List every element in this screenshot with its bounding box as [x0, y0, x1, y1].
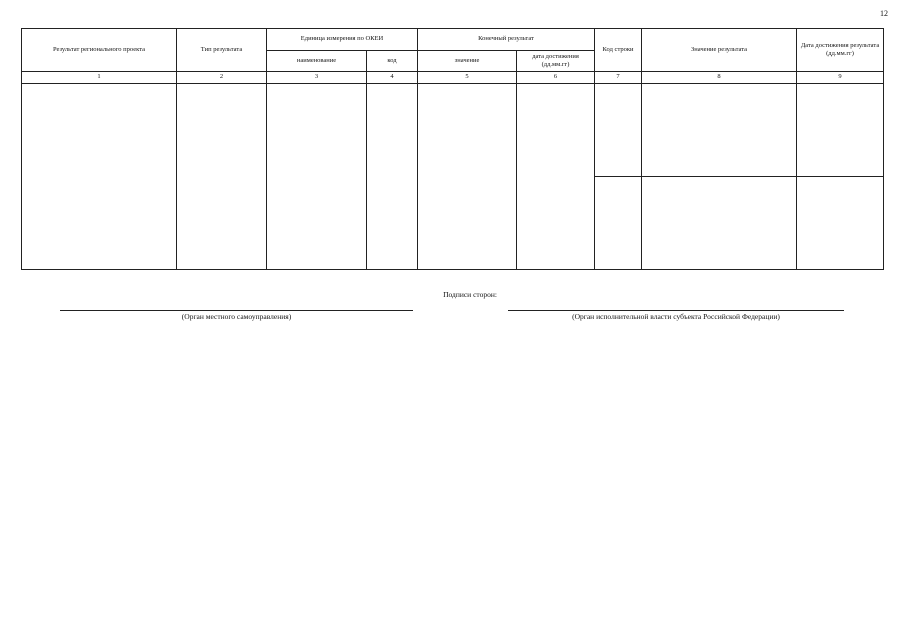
right-signature-caption: (Орган исполнительной власти субъекта Российской Федерации) — [572, 312, 780, 321]
header-line-code: Код строки — [595, 29, 642, 72]
column-number: 1 — [22, 72, 177, 84]
right-signature-line — [508, 310, 844, 311]
cell-line-code — [595, 84, 642, 177]
column-number: 8 — [642, 72, 797, 84]
header-final-result: Конечный результат — [418, 29, 595, 51]
cell-final-value — [418, 84, 517, 270]
header-okei-unit: Единица измерения по ОКЕИ — [267, 29, 418, 51]
column-number: 3 — [267, 72, 367, 84]
column-number: 4 — [367, 72, 418, 84]
cell-result-type — [177, 84, 267, 270]
column-number: 5 — [418, 72, 517, 84]
results-table — [21, 28, 884, 270]
cell-final-date — [517, 84, 595, 270]
page-number: 12 — [880, 9, 888, 18]
header-final-date: дата достижения (дд.мм.гг) — [517, 51, 595, 72]
column-number: 2 — [177, 72, 267, 84]
cell-result-value — [642, 177, 797, 270]
left-signature-line — [60, 310, 413, 311]
header-result-type: Тип результата — [177, 29, 267, 72]
header-final-value: значение — [418, 51, 517, 72]
header-result-value: Значение результата — [642, 29, 797, 72]
left-signature-caption: (Орган местного самоуправления) — [181, 312, 292, 321]
column-number: 6 — [517, 72, 595, 84]
cell-result-value — [642, 84, 797, 177]
cell-achievement-date — [797, 84, 884, 177]
column-number: 9 — [797, 72, 884, 84]
cell-achievement-date — [797, 177, 884, 270]
column-number: 7 — [595, 72, 642, 84]
header-result-regional-project: Результат регионального проекта — [22, 29, 177, 72]
cell-okei-code — [367, 84, 418, 270]
signatures-title: Подписи сторон: — [443, 290, 497, 299]
header-achievement-date: Дата достижения результата (дд.мм.гг) — [797, 29, 884, 72]
header-okei-name: наименование — [267, 51, 367, 72]
cell-result-regional-project — [22, 84, 177, 270]
cell-line-code — [595, 177, 642, 270]
header-okei-code: код — [367, 51, 418, 72]
cell-okei-name — [267, 84, 367, 270]
